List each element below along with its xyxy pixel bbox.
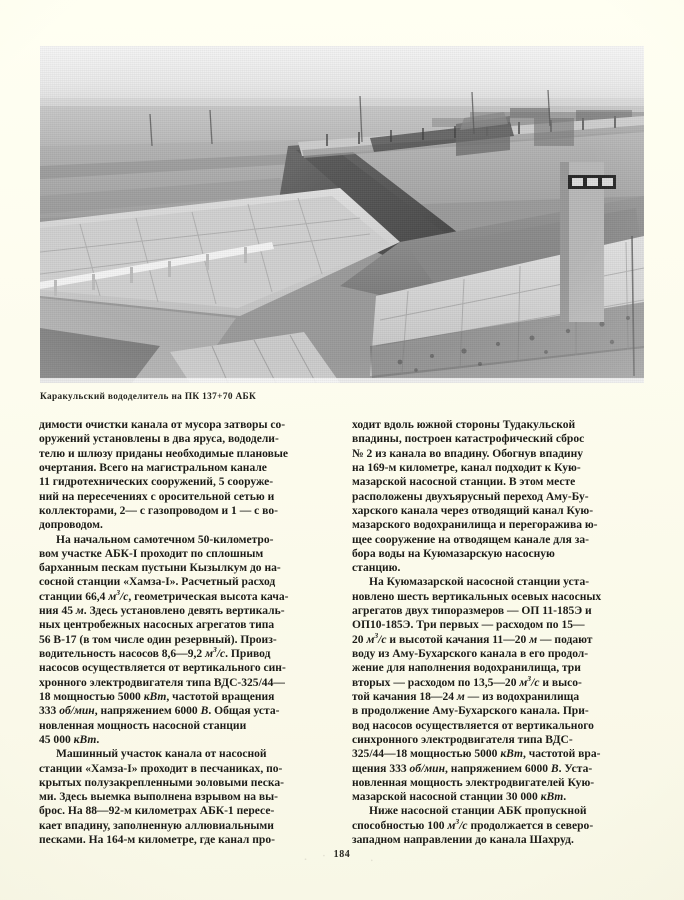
text-line: барханным пескам пустыни Кызылкум до на- bbox=[39, 562, 281, 575]
body-column-left bbox=[39, 418, 338, 847]
text-line: 20 $м^3/с$ и высотой качания 11—20 м — подают bbox=[352, 630, 593, 646]
text-line: новленная мощность электродвигателей Кую- bbox=[352, 776, 595, 789]
text-line: впадины, построен катастрофический сброс bbox=[352, 433, 585, 446]
text-line: оружений установлены в два яруса, вододели- bbox=[39, 433, 279, 446]
text-line: На Куюмазарской насосной станции уста- bbox=[369, 576, 590, 589]
text-line: 11 гидротехнических сооружений, 5 сооруже- bbox=[39, 476, 274, 489]
text-line: ОП10-185Э. Три первых — расходом по 15— bbox=[352, 619, 585, 632]
text-line: ми. Здесь выемка выполнена взрывом на вы- bbox=[39, 791, 278, 804]
text-line: брос. На 88—92-м километрах АБК-1 пересе- bbox=[39, 805, 275, 818]
text-line: песками. На 164-м километре, где канал про- bbox=[39, 834, 275, 847]
text-line: 18 мощностью 5000 кВт, частотой вращения bbox=[39, 690, 275, 703]
text-line: вом участке АБК-I проходит по сплошным bbox=[39, 547, 264, 560]
text-line: На начальном самотечном 50-километро- bbox=[56, 533, 274, 546]
text-line: крытых полузакрепленными эоловыми песка- bbox=[39, 776, 284, 789]
text-line: новленная мощность насосной станции bbox=[39, 719, 247, 732]
text-line: допроводом. bbox=[39, 519, 103, 532]
text-line: кает впадину, заполненную аллювиальными bbox=[39, 819, 274, 832]
text-line: коллекторами, 2— с газопроводом и 1 — с во- bbox=[39, 504, 278, 517]
text-line: вод насосов осуществляется от вертикального bbox=[352, 719, 594, 732]
text-line: той качания 18—24 м — из водохранилища bbox=[352, 690, 580, 703]
text-line: Ниже насосной станции АБК пропускной bbox=[369, 805, 587, 818]
text-line: западном направлении до канала Шахруд. bbox=[352, 834, 574, 847]
text-line: мазарской насосной станции 30 000 кВт. bbox=[352, 791, 567, 804]
paragraph bbox=[39, 418, 338, 533]
text-line: димости очистки канала от мусора затворы со- bbox=[39, 419, 286, 431]
text-line: 333 об/мин, напряжением 6000 В. Общая уста- bbox=[39, 705, 280, 718]
text-line: на 169-м километре, канал подходит к Кую- bbox=[352, 461, 581, 474]
text-line: ний на пересечениях с оросительной сетью и bbox=[39, 490, 275, 503]
text-line: в продолжение Аму-Бухарского канала. При- bbox=[352, 705, 589, 718]
figure-caption: Каракульский вододелитель на ПК 137+70 АБК bbox=[40, 392, 257, 402]
text-line: сосной станции «Хамза-I». Расчетный расход bbox=[39, 576, 276, 589]
text-line: водительность насосов 8,6—9,2 $м^3/с$. Привод bbox=[39, 645, 271, 660]
text-line: 56 В-17 (в том числе один резервный). Произ- bbox=[39, 633, 277, 646]
text-line: очертания. Всего на магистральном канале bbox=[39, 461, 267, 474]
text-line: мазарской насосной станции. В этом месте bbox=[352, 476, 576, 489]
text-line: новлено шесть вертикальных осевых насосных bbox=[352, 590, 602, 603]
text-line: станцию. bbox=[352, 562, 401, 575]
text-line: щее сооружение на отводящем канале для за- bbox=[352, 533, 590, 546]
text-line: расположены двухъярусный переход Аму-Бу- bbox=[352, 490, 589, 503]
paragraph bbox=[352, 575, 651, 804]
text-line: 45 000 кВт. bbox=[39, 733, 100, 746]
text-line: харского канала через отводящий канал Кую- bbox=[352, 504, 594, 517]
text-line: щения 333 об/мин, напряжением 6000 В. Уста- bbox=[352, 762, 593, 775]
text-line: бора воды на Куюмазарскую насосную bbox=[352, 547, 555, 560]
paragraph bbox=[352, 418, 651, 575]
text-line: синхронного электродвигателя типа ВДС- bbox=[352, 733, 573, 746]
text-line: жение для наполнения водохранилища, три bbox=[352, 662, 581, 675]
text-line: ных центробежных насосных агрегатов типа bbox=[39, 619, 275, 632]
photo-illustration bbox=[40, 46, 644, 383]
text-line: телю и шлюзу приданы необходимые плановые bbox=[39, 447, 288, 460]
text-line: Машинный участок канала от насосной bbox=[56, 748, 267, 761]
text-line: мазарского водохранилища и перегоражива ю- bbox=[352, 519, 598, 532]
page-number: 184 bbox=[333, 849, 351, 860]
paragraph bbox=[39, 747, 338, 847]
text-line: насосов осуществляется от вертикального син- bbox=[39, 662, 286, 675]
text-line: агрегатов двух типоразмеров — ОП 11-185Э и bbox=[352, 605, 592, 618]
paragraph bbox=[39, 533, 338, 748]
text-line: № 2 из канала во впадину. Обогнув впадину bbox=[352, 447, 584, 460]
text-line: способностью 100 $м^3/с$ продолжается в северо- bbox=[352, 816, 594, 832]
body-column-right bbox=[352, 418, 651, 847]
text-line: ния 45 м. Здесь установлено девять вертикаль- bbox=[39, 605, 285, 618]
karakul-water-divider-photo bbox=[40, 46, 644, 383]
text-line: вторых — расходом по 13,5—20 $м^3/с$ и высо- bbox=[352, 673, 582, 689]
text-line: воду из Аму-Бухарского канала в его продол- bbox=[352, 648, 589, 660]
paragraph bbox=[352, 804, 651, 847]
text-line: станции 66,4 $м^3/с$, геометрическая высота кача- bbox=[39, 587, 289, 603]
text-line: станции «Хамза-I» проходит в песчаниках, по- bbox=[39, 762, 283, 775]
text-line: хронного электродвигателя типа ВДС-325/44— bbox=[39, 676, 285, 689]
text-line: ходит вдоль южной стороны Тудакульской bbox=[352, 419, 576, 431]
text-line: 325/44—18 мощностью 5000 кВт, частотой вра- bbox=[352, 748, 601, 761]
